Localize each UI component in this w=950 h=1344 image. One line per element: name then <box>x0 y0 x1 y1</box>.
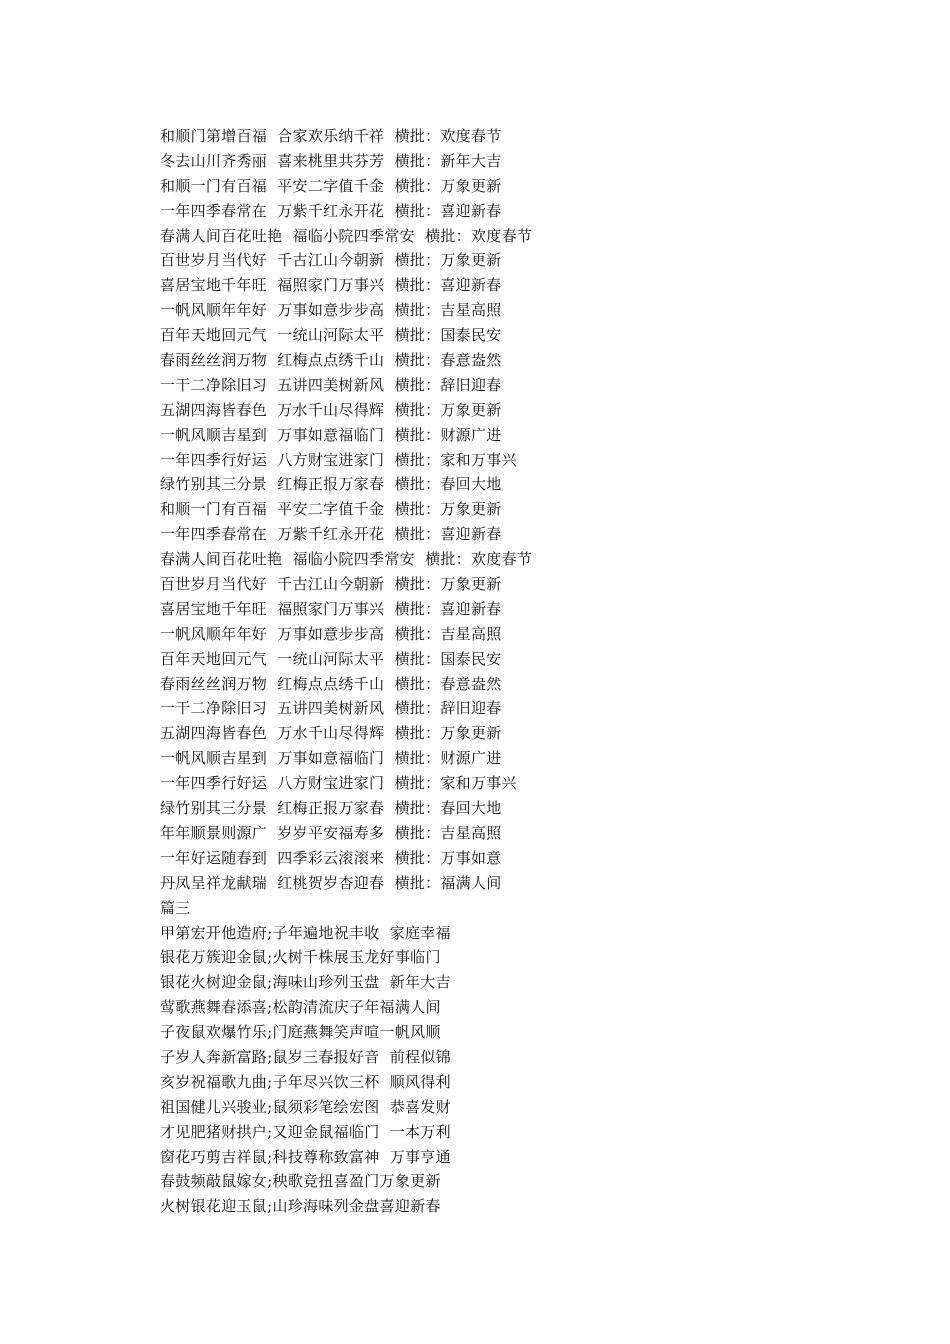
text-line: 春雨丝丝润万物 红梅点点绣千山 横批：春意盎然 <box>160 351 502 370</box>
text-line: 绿竹别其三分景 红梅正报万家春 横批：春回大地 <box>160 799 502 818</box>
text-line: 丹凤呈祥龙献瑞 红桃贺岁杏迎春 横批：福满人间 <box>160 873 502 892</box>
text-line: 才见肥猪财拱户;又迎金鼠福临门 一本万利 <box>160 1122 451 1141</box>
document-body <box>160 124 920 1219</box>
text-line: 春鼓频敲鼠嫁女;秧歌竞扭喜盈门万象更新 <box>160 1172 441 1191</box>
text-line: 百年天地回元气 一统山河际太平 横批：国泰民安 <box>160 649 502 668</box>
text-line: 和顺门第增百福 合家欢乐纳千祥 横批：欢度春节 <box>160 127 502 145</box>
text-line: 春满人间百花吐艳 福临小院四季常安 横批：欢度春节 <box>160 226 533 245</box>
text-line: 一帆风顺吉星到 万事如意福临门 横批：财源广进 <box>160 749 502 768</box>
text-line: 火树银花迎玉鼠;山珍海味列金盘喜迎新春 <box>160 1197 441 1216</box>
text-line: 亥岁祝福歌九曲;子年尽兴饮三杯 顺风得利 <box>160 1072 451 1091</box>
text-line: 年年顺景则源广 岁岁平安福寿多 横批：吉星高照 <box>160 823 502 842</box>
text-line: 春满人间百花吐艳 福临小院四季常安 横批：欢度春节 <box>160 550 533 569</box>
text-line: 一年四季行好运 八方财宝进家门 横批：家和万事兴 <box>160 774 517 793</box>
text-line: 百世岁月当代好 千古江山今朝新 横批：万象更新 <box>160 575 502 594</box>
text-line: 甲第宏开他造府;子年遍地祝丰收 家庭幸福 <box>160 923 451 942</box>
text-line: 一年四季春常在 万紫千红永开花 横批：喜迎新春 <box>160 201 502 220</box>
text-line: 喜居宝地千年旺 福照家门万事兴 横批：喜迎新春 <box>160 276 502 295</box>
text-line: 五湖四海皆春色 万水千山尽得辉 横批：万象更新 <box>160 724 502 743</box>
text-line: 子夜鼠欢爆竹乐;门庭燕舞笑声喧一帆风顺 <box>160 1023 441 1042</box>
text-line: 一年四季行好运 八方财宝进家门 横批：家和万事兴 <box>160 450 517 469</box>
text-line: 和顺一门有百福 平安二字值千金 横批：万象更新 <box>160 500 502 519</box>
text-line: 一年好运随春到 四季彩云滚滚来 横批：万事如意 <box>160 848 502 867</box>
text-line: 一帆风顺年年好 万事如意步步高 横批：吉星高照 <box>160 624 502 643</box>
text-line: 和顺一门有百福 平安二字值千金 横批：万象更新 <box>160 176 502 195</box>
text-line: 一干二净除旧习 五讲四美树新风 横批：辞旧迎春 <box>160 699 502 718</box>
text-line: 百世岁月当代好 千古江山今朝新 横批：万象更新 <box>160 251 502 270</box>
text-line: 子岁人奔新富路;鼠岁三春报好音 前程似锦 <box>160 1047 451 1066</box>
section-heading: 篇三 <box>160 898 191 917</box>
text-line: 一帆风顺吉星到 万事如意福临门 横批：财源广进 <box>160 425 502 444</box>
text-line: 冬去山川齐秀丽 喜来桃里共芬芳 横批：新年大吉 <box>160 151 502 170</box>
text-line: 银花火树迎金鼠;海味山珍列玉盘 新年大吉 <box>160 973 451 992</box>
text-line: 祖国健儿兴骏业;鼠须彩笔绘宏图 恭喜发财 <box>160 1097 451 1116</box>
text-line: 百年天地回元气 一统山河际太平 横批：国泰民安 <box>160 326 502 345</box>
text-line: 绿竹别其三分景 红梅正报万家春 横批：春回大地 <box>160 475 502 494</box>
text-line: 银花万簇迎金鼠;火树千株展玉龙好事临门 <box>160 948 441 967</box>
text-line: 一干二净除旧习 五讲四美树新风 横批：辞旧迎春 <box>160 375 502 394</box>
text-line: 五湖四海皆春色 万水千山尽得辉 横批：万象更新 <box>160 400 502 419</box>
text-line: 窗花巧剪吉祥鼠;科技尊称致富神 万事亨通 <box>160 1147 451 1166</box>
text-line: 莺歌燕舞春添喜;松韵清流庆子年福满人间 <box>160 998 441 1017</box>
text-line: 一帆风顺年年好 万事如意步步高 横批：吉星高照 <box>160 301 502 320</box>
text-line: 春雨丝丝润万物 红梅点点绣千山 横批：春意盎然 <box>160 674 502 693</box>
text-line: 一年四季春常在 万紫千红永开花 横批：喜迎新春 <box>160 525 502 544</box>
text-line: 喜居宝地千年旺 福照家门万事兴 横批：喜迎新春 <box>160 599 502 618</box>
